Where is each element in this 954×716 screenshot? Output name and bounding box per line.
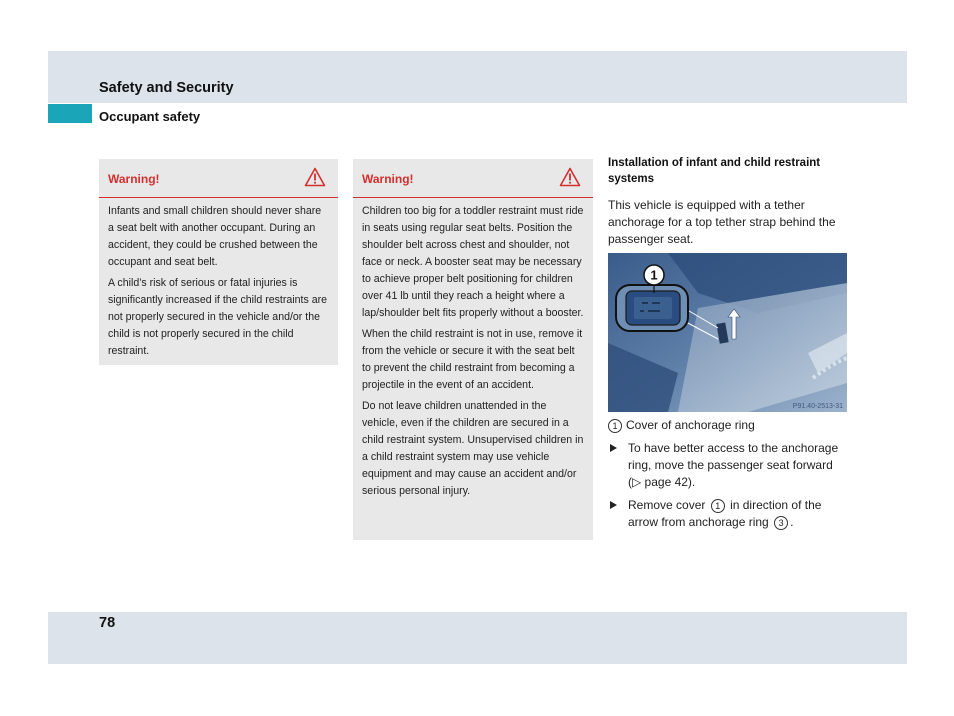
photo-code: P91.40-2513-31 — [792, 403, 843, 410]
callout-text: Cover of anchorage ring — [626, 418, 755, 432]
installation-intro: This vehicle is equipped with a tether anchorage for a top tether strap behind the passenger seat. — [608, 198, 836, 246]
warning-paragraph: Infants and small children should never share a seat belt with another occupant. During an accident, they could be crushed between the occupant and seat belt. — [108, 205, 322, 268]
warning-triangle-icon — [304, 167, 326, 187]
anchorage-photo-illustration — [608, 253, 847, 412]
warning-body — [353, 198, 593, 500]
warning-triangle-icon — [559, 167, 581, 187]
warning-paragraph: Do not leave children unattended in the vehicle, even if the children are secured in a child restraint system. Unsupervised children in a child restraint system may use vehicle equipment and may cause an accident and/or serious personal injury. — [362, 400, 584, 497]
installation-section — [608, 155, 848, 248]
callout-number-badge: 1 — [711, 499, 725, 513]
instruction-text-part: . — [790, 515, 794, 529]
bullet-arrow-icon — [610, 501, 617, 509]
instruction-text — [628, 497, 848, 531]
warning-paragraph: When the child restraint is not in use, remove it from the vehicle or secure it with the seat belt to prevent the child restraint from becoming a projectile in the event of an accident. — [362, 328, 583, 391]
callout-legend — [608, 417, 848, 434]
callout-number-badge: 3 — [774, 516, 788, 530]
instruction-text-part: in direction of the arrow from anchorage ring — [628, 498, 822, 529]
warning-box-middle — [353, 159, 593, 540]
instruction-text-part: Remove cover — [628, 498, 706, 512]
instruction-step — [608, 440, 848, 491]
subsection-title: Occupant safety — [99, 109, 201, 124]
warning-label: Warning! — [362, 172, 414, 186]
photo-callout-number: 1 — [650, 267, 658, 283]
warning-paragraph: A child’s risk of serious or fatal injuries is significantly increased if the child restraints are not properly secured in the vehicle and/or the child is not properly secured in the child restraint. — [108, 277, 328, 357]
callout-number-badge: 1 — [608, 419, 622, 433]
warning-box-left — [99, 159, 338, 365]
anchorage-photo — [608, 253, 847, 412]
section-tab-marker — [48, 104, 92, 123]
instruction-text: To have better access to the anchorage ring, move the passenger seat forward (▷ page 42). — [628, 441, 839, 489]
bullet-arrow-icon — [610, 444, 617, 452]
page-number: 78 — [99, 615, 116, 631]
warning-header — [353, 159, 593, 198]
warning-body — [99, 198, 338, 360]
footer-band — [48, 612, 907, 664]
warning-paragraph: Children too big for a toddler restraint must ride in seats using regular seat belts. Position the shoulder belt across chest and shoulder, not face or neck. A booster seat may be necessary to achieve proper belt positioning for children over 41 lb until they reach a height where a lap/shoulder belt fits properly without a booster. — [362, 205, 584, 319]
section-title: Safety and Security — [99, 80, 234, 96]
warning-header — [99, 159, 338, 198]
warning-label: Warning! — [108, 172, 160, 186]
installation-heading: Installation of infant and child restraint systems — [608, 157, 821, 185]
instruction-step — [608, 497, 848, 531]
